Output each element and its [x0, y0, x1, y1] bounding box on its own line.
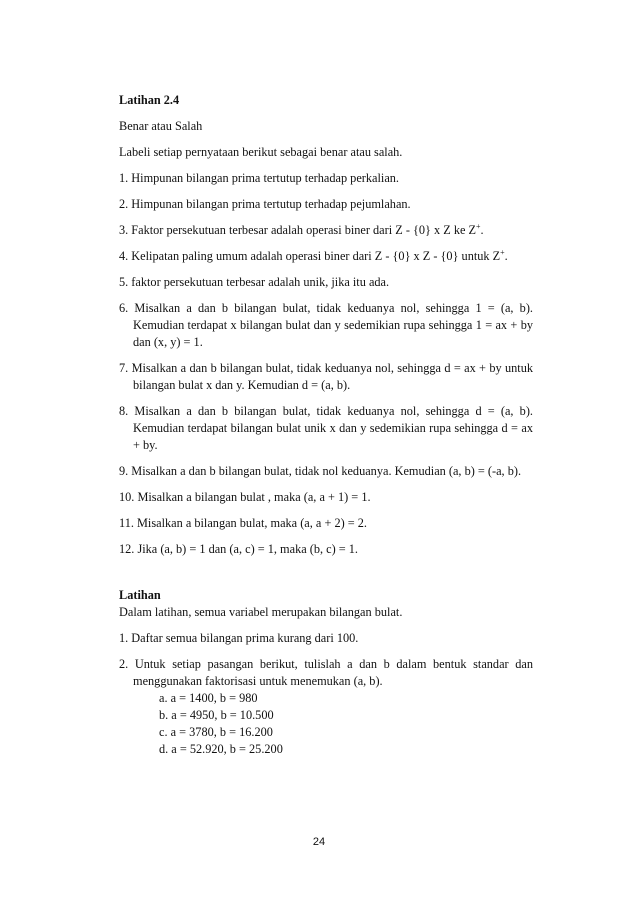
list-item: 3. Faktor persekutuan terbesar adalah operasi biner dari Z - {0} x Z ke Z+.	[119, 221, 484, 237]
document-page	[119, 92, 533, 758]
list-item: 6. Misalkan a dan b bilangan bulat, tidak keduanya nol, sehingga 1 = (a, b). Kemudian terdapat x bilangan bulat dan y sedemikian rupa sehingga 1 = ax + by dan (x, y) = 1.	[119, 301, 533, 349]
list-item: 2. Untuk setiap pasangan berikut, tulislah a dan b dalam bentuk standar dan menggunakan faktorisasi untuk menemukan (a, b).	[119, 657, 533, 688]
page-number: 24	[312, 836, 326, 848]
list-item: 11. Misalkan a bilangan bulat, maka (a, a + 2) = 2.	[119, 516, 368, 530]
sub-item: a. a = 1400, b = 980	[159, 691, 258, 705]
list-item: 7. Misalkan a dan b bilangan bulat, tidak keduanya nol, sehingga d = ax + by untuk bilangan bulat x dan y. Kemudian d = (a, b).	[119, 361, 533, 392]
intro-text: Dalam latihan, semua variabel merupakan bilangan bulat.	[119, 605, 403, 619]
sub-item: b. a = 4950, b = 10.500	[159, 708, 274, 722]
sub-item: c. a = 3780, b = 16.200	[159, 725, 273, 739]
section-divider	[119, 567, 533, 587]
list-item: 5. faktor persekutuan terbesar adalah unik, jika itu ada.	[119, 275, 390, 289]
list-item: 8. Misalkan a dan b bilangan bulat, tidak keduanya nol, sehingga d = (a, b). Kemudian terdapat bilangan bulat unik x dan y sedemikian rupa sehingga d = ax + by.	[119, 404, 533, 452]
list-item: 1. Daftar semua bilangan prima kurang dari 100.	[119, 631, 359, 645]
list-item: 1. Himpunan bilangan prima tertutup terhadap perkalian.	[119, 171, 400, 185]
list-item: 2. Himpunan bilangan prima tertutup terhadap pejumlahan.	[119, 197, 411, 211]
instruction: Labeli setiap pernyataan berikut sebagai benar atau salah.	[119, 145, 403, 159]
list-item: 10. Misalkan a bilangan bulat , maka (a, a + 1) = 1.	[119, 490, 371, 504]
section-heading: Latihan 2.4	[119, 93, 180, 107]
list-item: 4. Kelipatan paling umum adalah operasi biner dari Z - {0} x Z - {0} untuk Z+.	[119, 247, 508, 263]
list-item: 9. Misalkan a dan b bilangan bulat, tidak nol keduanya. Kemudian (a, b) = (-a, b).	[119, 464, 522, 478]
subheading: Benar atau Salah	[119, 119, 203, 133]
sub-item: d. a = 52.920, b = 25.200	[159, 742, 283, 756]
list-item: 12. Jika (a, b) = 1 dan (a, c) = 1, maka (b, c) = 1.	[119, 542, 358, 556]
section-heading: Latihan	[119, 588, 161, 602]
